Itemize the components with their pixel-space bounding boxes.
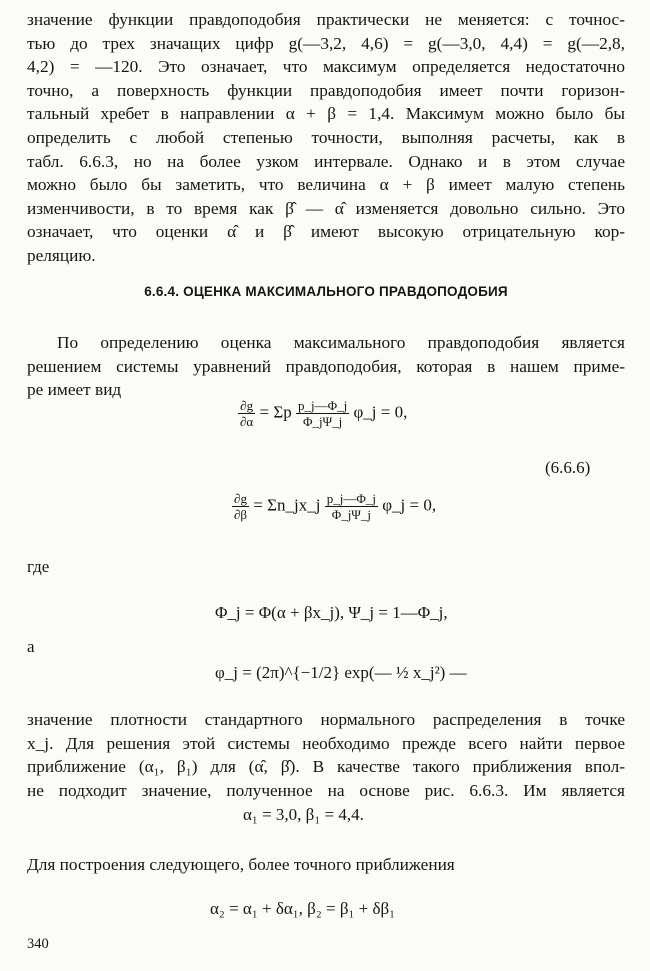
text-line: не подходит значение, полученное на основе рис. 6.6.3. Им является <box>27 780 625 800</box>
text-line: ре имеет вид <box>27 380 122 400</box>
text-line: x_j. Для решения этой системы необходимо прежде всего найти первое <box>27 733 625 753</box>
eq1-sum: = Σp <box>259 402 292 422</box>
text-line: значение плотности стандартного нормального распределения в точке <box>27 710 625 729</box>
paragraph-3 <box>27 708 625 802</box>
eq1-den: Φ_jΨ_j <box>302 414 343 429</box>
equation-2 <box>232 491 436 522</box>
eq1-lhs-num: ∂g <box>238 398 255 414</box>
eq1-lhs-fraction <box>238 398 255 429</box>
text-line: тью до трех значащих цифр g(—3,2, 4,6) = g(—3,0, 4,4) = g(—2,8, <box>27 33 625 53</box>
eq2-lhs-num: ∂g <box>232 491 249 507</box>
word-a: а <box>27 637 35 656</box>
equation-number: (6.6.6) <box>545 458 591 477</box>
eq1-fraction <box>296 398 349 429</box>
page-number: 340 <box>27 936 49 952</box>
text-line: приближение (α₁, β₁) для (α̂, β̂). В качестве такого приближения впол- <box>27 757 625 777</box>
equation-4: φ_j = (2π)^{−1/2} exp(— ½ x_j²) — <box>215 663 467 682</box>
eq2-tail: φ_j = 0, <box>382 495 437 515</box>
text-line: точно, а поверхность функции правдоподобия имеет почти горизон- <box>27 80 625 100</box>
section-heading: 6.6.4. ОЦЕНКА МАКСИМАЛЬНОГО ПРАВДОПОДОБИЯ <box>144 284 508 299</box>
text-line: решением системы уравнений правдоподобия, которая в нашем приме- <box>27 356 625 376</box>
eq2-den: Φ_jΨ_j <box>331 507 372 522</box>
eq2-fraction <box>325 491 378 522</box>
eq1-tail: φ_j = 0, <box>353 402 408 422</box>
eq2-lhs-fraction <box>232 491 249 522</box>
text-line: Для построения следующего, более точного приближения <box>27 855 455 874</box>
equation-1 <box>238 398 407 429</box>
text-line: табл. 6.6.3, но на более узком интервале. Однако и в этом случае <box>27 151 625 171</box>
equation-3: Φ_j = Φ(α + βx_j), Ψ_j = 1—Φ_j, <box>215 603 448 622</box>
text-line: означает, что оценки α̂ и β̂ имеют высокую отрицательную кор- <box>27 222 625 242</box>
text-line: реляцию. <box>27 245 96 265</box>
paragraph-4 <box>27 853 625 877</box>
eq2-sum: = Σn_jx_j <box>253 495 321 515</box>
text-line: изменчивости, в то время как β̂ — α̂ изменяется довольно сильно. Это <box>27 198 625 218</box>
text-line: можно было бы заметить, что величина α + β имеет малую степень <box>27 175 625 195</box>
equation-6: α₂ = α₁ + δα₁, β₂ = β₁ + δβ₁ <box>210 899 396 918</box>
word-gde: где <box>27 557 50 576</box>
text-line: определить с любой степенью точности, выполняя расчеты, как в <box>27 127 625 147</box>
eq2-lhs-den: ∂β <box>234 507 248 522</box>
text-line: По определению оценка максимального правдоподобия является <box>57 333 625 352</box>
text-line: 4,2) = —120. Это означает, что максимум определяется недостаточно <box>27 57 625 77</box>
text-line: значение функции правдоподобия практически не меняется: с точнос- <box>27 10 625 29</box>
paragraph-2 <box>27 331 625 402</box>
eq1-lhs-den: ∂α <box>240 414 254 429</box>
eq1-num: p_j—Φ_j <box>297 398 348 413</box>
equation-5: α₁ = 3,0, β₁ = 4,4. <box>243 805 364 824</box>
eq2-num: p_j—Φ_j <box>326 491 376 506</box>
text-line: тальный хребет в направлении α + β = 1,4. Максимум можно было бы <box>27 104 625 124</box>
paragraph-1 <box>27 8 625 268</box>
